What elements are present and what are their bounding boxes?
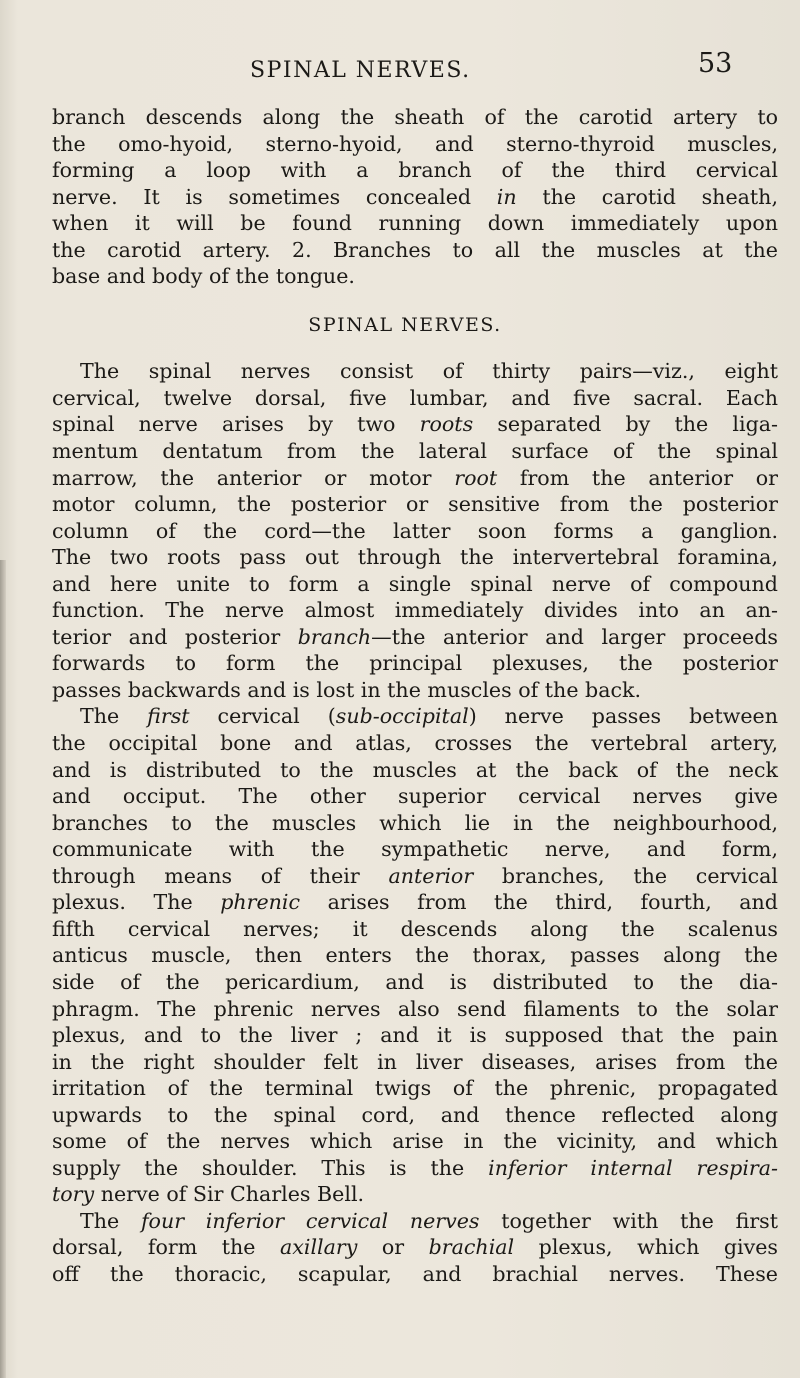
italic-text: in	[496, 184, 517, 209]
text-line: cervical, twelve dorsal, five lumbar, and five sacral. Each	[52, 385, 778, 410]
text-line: through means of their anterior branches, the cervical	[52, 863, 778, 888]
text-line: side of the pericardium, and is distributed to the dia-	[52, 969, 778, 994]
text-line: and here unite to form a single spinal nerve of compound	[52, 571, 778, 596]
italic-text: sub-occipital	[335, 704, 469, 729]
text-line: nerve. It is sometimes concealed in the carotid sheath,	[52, 184, 778, 209]
body-text	[52, 104, 778, 1288]
paragraph-continuation	[52, 104, 778, 290]
text-line: The four inferior cervical nerves together with the first	[80, 1208, 779, 1233]
text-line: passes backwards and is lost in the muscles of the back.	[52, 677, 642, 702]
italic-text: root	[454, 465, 498, 490]
text-line: some of the nerves which arise in the vicinity, and which	[52, 1129, 778, 1154]
text-line: function. The nerve almost immediately divides into an an-	[52, 598, 778, 623]
text-line: column of the cord—the latter soon forms a ganglion.	[52, 518, 778, 543]
italic-text: branch	[297, 624, 372, 649]
text-line: motor column, the posterior or sensitive from the posterior	[52, 492, 778, 517]
page-binding-edge	[0, 560, 6, 1378]
text-line: spinal nerve arises by two roots separated by the liga-	[52, 412, 779, 437]
italic-text: first	[147, 704, 190, 729]
running-head: SPINAL NERVES.	[250, 58, 471, 83]
text-line: and occiput. The other superior cervical nerves give	[52, 784, 778, 809]
text-line: in the right shoulder felt in liver diseases, arises from the	[52, 1049, 778, 1074]
text-line: when it will be found running down immediately upon	[52, 211, 778, 236]
text-line: and is distributed to the muscles at the back of the neck	[52, 757, 778, 782]
paragraph	[52, 703, 778, 1207]
text-line: terior and posterior branch—the anterior and larger proceeds	[52, 624, 778, 649]
italic-text: anterior	[388, 863, 474, 888]
italic-text: inferior internal respira-	[488, 1155, 778, 1180]
text-line: branches to the muscles which lie in the neighbourhood,	[52, 810, 778, 835]
text-line: anticus muscle, then enters the thorax, passes along the	[52, 943, 778, 968]
italic-text: axillary	[279, 1235, 358, 1260]
italic-text: four inferior cervical nerves	[140, 1208, 480, 1233]
text-line: plexus, and to the liver ; and it is supposed that the pain	[52, 1023, 778, 1048]
text-line: base and body of the tongue.	[52, 264, 355, 289]
text-line: The two roots pass out through the intervertebral foramina,	[52, 545, 778, 570]
text-line: fifth cervical nerves; it descends along the scalenus	[52, 916, 778, 941]
paragraph	[52, 358, 778, 703]
italic-text: brachial	[428, 1235, 515, 1260]
text-line: communicate with the sympathetic nerve, and form,	[52, 837, 778, 862]
text-line: phragm. The phrenic nerves also send filaments to the solar	[52, 996, 778, 1021]
text-line: The first cervical (sub-occipital) nerve passes between	[80, 704, 778, 729]
section-heading: SPINAL NERVES.	[308, 313, 502, 336]
text-line: the omo-hyoid, sterno-hyoid, and sterno-thyroid muscles,	[52, 131, 778, 156]
text-line: forming a loop with a branch of the third cervical	[52, 158, 778, 183]
text-line: upwards to the spinal cord, and thence reflected along	[52, 1102, 778, 1127]
page-number: 53	[698, 48, 733, 79]
text-line: tory nerve of Sir Charles Bell.	[52, 1182, 365, 1207]
text-line: the occipital bone and atlas, crosses the vertebral artery,	[52, 731, 778, 756]
text-line: irritation of the terminal twigs of the phrenic, propagated	[52, 1076, 778, 1101]
text-line: The spinal nerves consist of thirty pairs—viz., eight	[80, 359, 778, 384]
text-line: dorsal, form the axillary or brachial plexus, which gives	[52, 1235, 778, 1260]
text-line: the carotid artery. 2. Branches to all the muscles at the	[52, 237, 778, 262]
text-line: supply the shoulder. This is the inferior internal respira-	[52, 1155, 778, 1180]
italic-text: tory	[52, 1182, 95, 1207]
text-line: branch descends along the sheath of the carotid artery to	[52, 105, 778, 129]
italic-text: phrenic	[220, 890, 301, 915]
text-line: off the thoracic, scapular, and brachial nerves. These	[52, 1261, 778, 1286]
text-line: plexus. The phrenic arises from the third, fourth, and	[52, 890, 778, 915]
paragraph	[52, 1208, 778, 1288]
text-line: marrow, the anterior or motor root from the anterior or	[52, 465, 778, 490]
page-header	[0, 46, 800, 86]
italic-text: roots	[419, 412, 474, 437]
text-line: forwards to form the principal plexuses, the posterior	[52, 651, 778, 676]
text-line: mentum dentatum from the lateral surface of the spinal	[52, 439, 778, 464]
